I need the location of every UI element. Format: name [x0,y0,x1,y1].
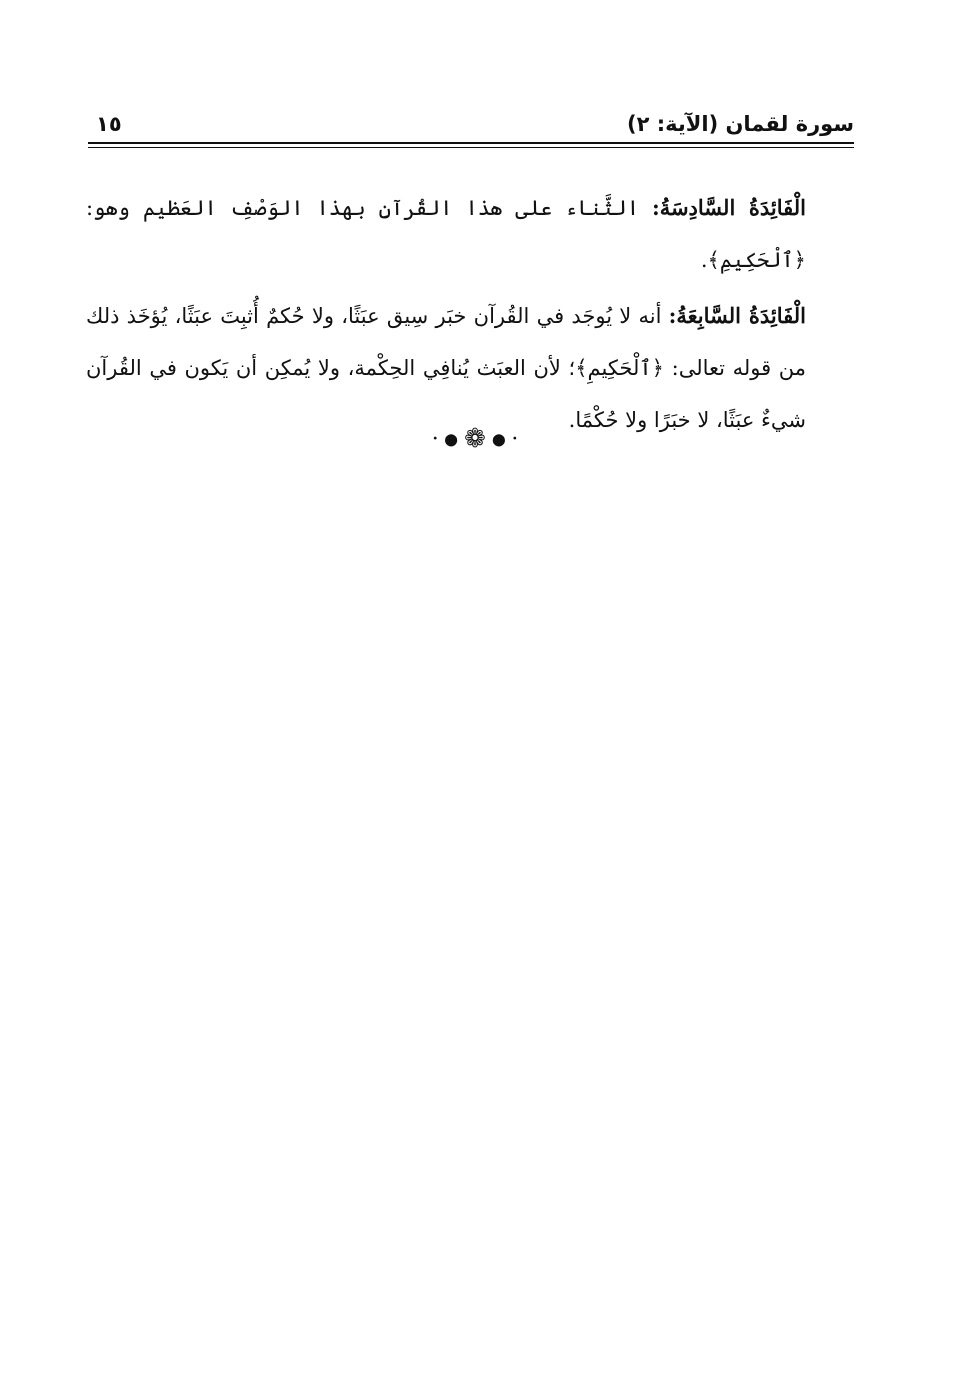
paragraph-seventh-benefit [86,290,806,446]
flower-ornament-icon: ❁ [464,424,492,454]
header-rule-thin [88,147,854,148]
page-header [88,108,854,144]
paragraph-label: الْفَائِدَةُ السَّادِسَةُ: [651,195,806,220]
dot-icon: ● [444,429,465,449]
paragraph-label: الْفَائِدَةُ السَّابِعَةُ: [668,303,806,328]
dot-small-icon: • [432,433,445,445]
page-number: ١٥ [96,112,122,136]
dot-small-icon: • [511,433,524,445]
section-separator [0,424,956,454]
running-title: سورة لقمان (الآية: ٢) [626,112,854,136]
dot-icon: ● [491,429,512,449]
page-body [86,182,806,450]
paragraph-text: الثَّناء على هذا القُرآنِ بهذا الوَصْفِ العَظيم وهو: ﴿ٱلْحَكِيمِ﴾. [86,196,806,272]
paragraph-sixth-benefit [86,182,806,286]
paragraph-text: أنه لا يُوجَد في القُرآن خبَر سِيق عبَثًا، ولا حُكمٌ أُثبِتَ عبَثًا، يُؤخَذ ذلك من قوله تعالى: ﴿ٱلْحَكِيمِ﴾؛ لأن العبَث يُنافِي الحِكْمة، ولا يُمكِن أن يَكون في القُرآن شيءٌ عبَثًا، لا خبَرًا ولا حُكْمًا. [86,304,806,432]
header-rule-thick [88,142,854,144]
